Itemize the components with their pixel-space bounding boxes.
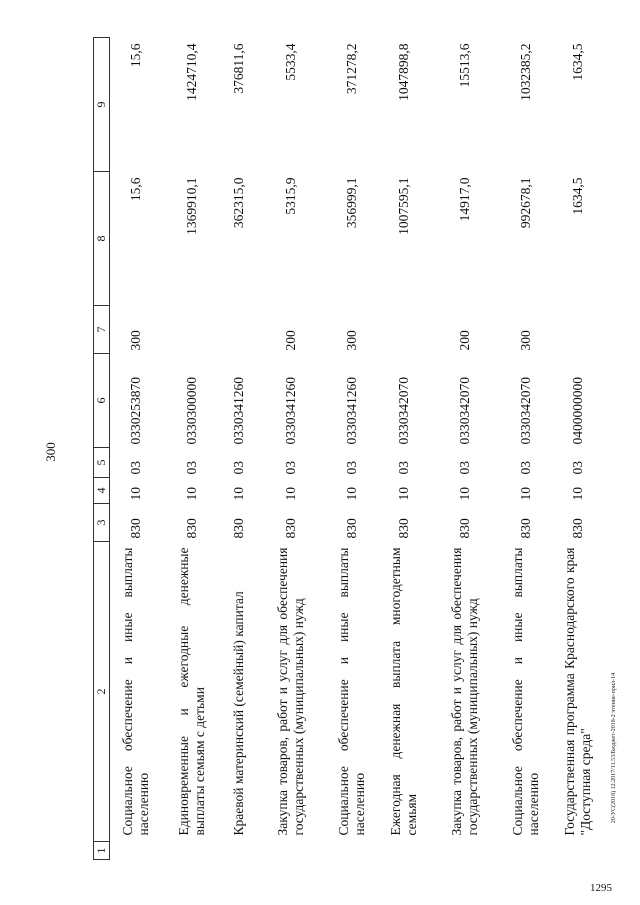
cell-subsection: 03 [395,461,411,475]
table-row [326,38,378,860]
cell-amount-2: 376811,6 [230,43,246,94]
cell-section: 10 [343,487,359,501]
cell-section: 10 [395,487,411,501]
cell-section: 10 [517,487,533,501]
table-row [430,38,500,860]
page-number-bottom: 1295 [590,882,612,894]
cell-ministry: 830 [282,518,298,539]
table-row [378,38,430,860]
cell-section: 10 [127,487,143,501]
row-name: Краевой материнский (семейный) капитал [230,591,246,836]
cell-ministry: 830 [456,518,472,539]
cell-target-article: 0330300000 [183,377,199,445]
cell-expense-type: 200 [282,330,298,351]
cell-expense-type: 200 [456,330,472,351]
cell-subsection: 03 [456,461,472,475]
row-name: Единовременные и ежегодные денежные выплаты семьям с детьми [175,547,207,836]
cell-ministry: 830 [395,518,411,539]
cell-section: 10 [230,487,246,501]
cell-target-article: 0330342070 [395,377,411,445]
cell-amount-1: 5315,9 [282,177,298,215]
cell-amount-1: 1007595,1 [395,177,411,235]
cell-expense-type [162,306,222,354]
cell-amount-2: 1424710,4 [183,43,199,101]
table-row [256,38,326,860]
cell-expense-type [552,306,604,354]
cell-amount-2: 1047898,8 [395,43,411,101]
budget-table-rotated [93,38,603,860]
cell-amount-2: 15513,6 [456,43,472,88]
cell-target-article: 0330253870 [127,377,143,445]
row-name: Закупка товаров, работ и услуг для обеспечения государственных (муниципальных) нужд [448,547,480,836]
cell-subsection: 03 [183,461,199,475]
cell-target-article: 0330342070 [456,377,472,445]
cell-ministry: 830 [569,518,585,539]
cell-expense-type: 300 [517,330,533,351]
cell-amount-1: 362315,0 [230,177,246,229]
page-number-top: 300 [43,442,58,462]
row-name: Закупка товаров, работ и услуг для обеспечения государственных (муниципальных) нужд [274,547,306,836]
col-header-2: 2 [94,542,110,842]
cell-section: 10 [456,487,472,501]
cell-amount-2: 5533,4 [282,43,298,81]
cell-subsection: 03 [127,461,143,475]
cell-subsection: 03 [282,461,298,475]
cell-section: 10 [282,487,298,501]
cell-amount-2: 15,6 [127,43,143,68]
cell-ministry: 830 [230,518,246,539]
table-row [500,38,552,860]
cell-subsection: 03 [230,461,246,475]
cell-ministry: 830 [517,518,533,539]
cell-amount-2: 1634,5 [569,43,585,81]
cell-amount-1: 14917,0 [456,177,472,222]
cell-amount-2: 371278,2 [343,43,359,95]
cell-ministry: 830 [183,518,199,539]
cell-amount-1: 356999,1 [343,177,359,229]
cell-section: 10 [569,487,585,501]
cell-subsection: 03 [343,461,359,475]
cell-amount-1: 992678,1 [517,177,533,229]
cell-ministry: 830 [343,518,359,539]
cell-amount-1: 1369910,1 [183,177,199,235]
row-name: Социальное обеспечение и иные выплаты населению [119,547,151,836]
table-row [552,38,604,860]
cell-amount-2: 1032385,2 [517,43,533,101]
col-header-3: 3 [94,504,110,542]
table-row [222,38,256,860]
header-row [94,38,110,860]
cell-amount-1: 15,6 [127,177,143,202]
footer-reference: 20-УС(2018) 12.2017/11.53/Бюджет-2018-2 чтение-прил-14 [611,672,617,824]
cell-target-article: 0330341260 [343,377,359,445]
cell-expense-type: 300 [127,330,143,351]
table-row [110,38,162,860]
cell-target-article: 0330341260 [230,377,246,445]
row-name: Социальное обеспечение и иные выплаты населению [335,547,367,836]
col-header-1: 1 [94,842,110,860]
cell-amount-1: 1634,5 [569,177,585,215]
cell-target-article: 0330342070 [517,377,533,445]
cell-target-article: 0330341260 [282,377,298,445]
col-header-8: 8 [94,172,110,306]
cell-subsection: 03 [569,461,585,475]
row-name: Социальное обеспечение и иные выплаты населению [509,547,541,836]
col-header-7: 7 [94,306,110,354]
col-header-9: 9 [94,38,110,172]
cell-expense-type: 300 [343,330,359,351]
budget-table [93,37,604,860]
table-row [162,38,222,860]
row-name: Государственная программа Краснодарского края "Доступная среда" [561,547,593,836]
col-header-4: 4 [94,478,110,504]
col-header-5: 5 [94,448,110,478]
cell-expense-type [222,306,256,354]
cell-expense-type [378,306,430,354]
cell-ministry: 830 [127,518,143,539]
row-name: Ежегодная денежная выплата многодетным семьям [387,547,419,836]
cell-section: 10 [183,487,199,501]
col-header-6: 6 [94,354,110,448]
cell-subsection: 03 [517,461,533,475]
cell-target-article: 0400000000 [569,377,585,445]
